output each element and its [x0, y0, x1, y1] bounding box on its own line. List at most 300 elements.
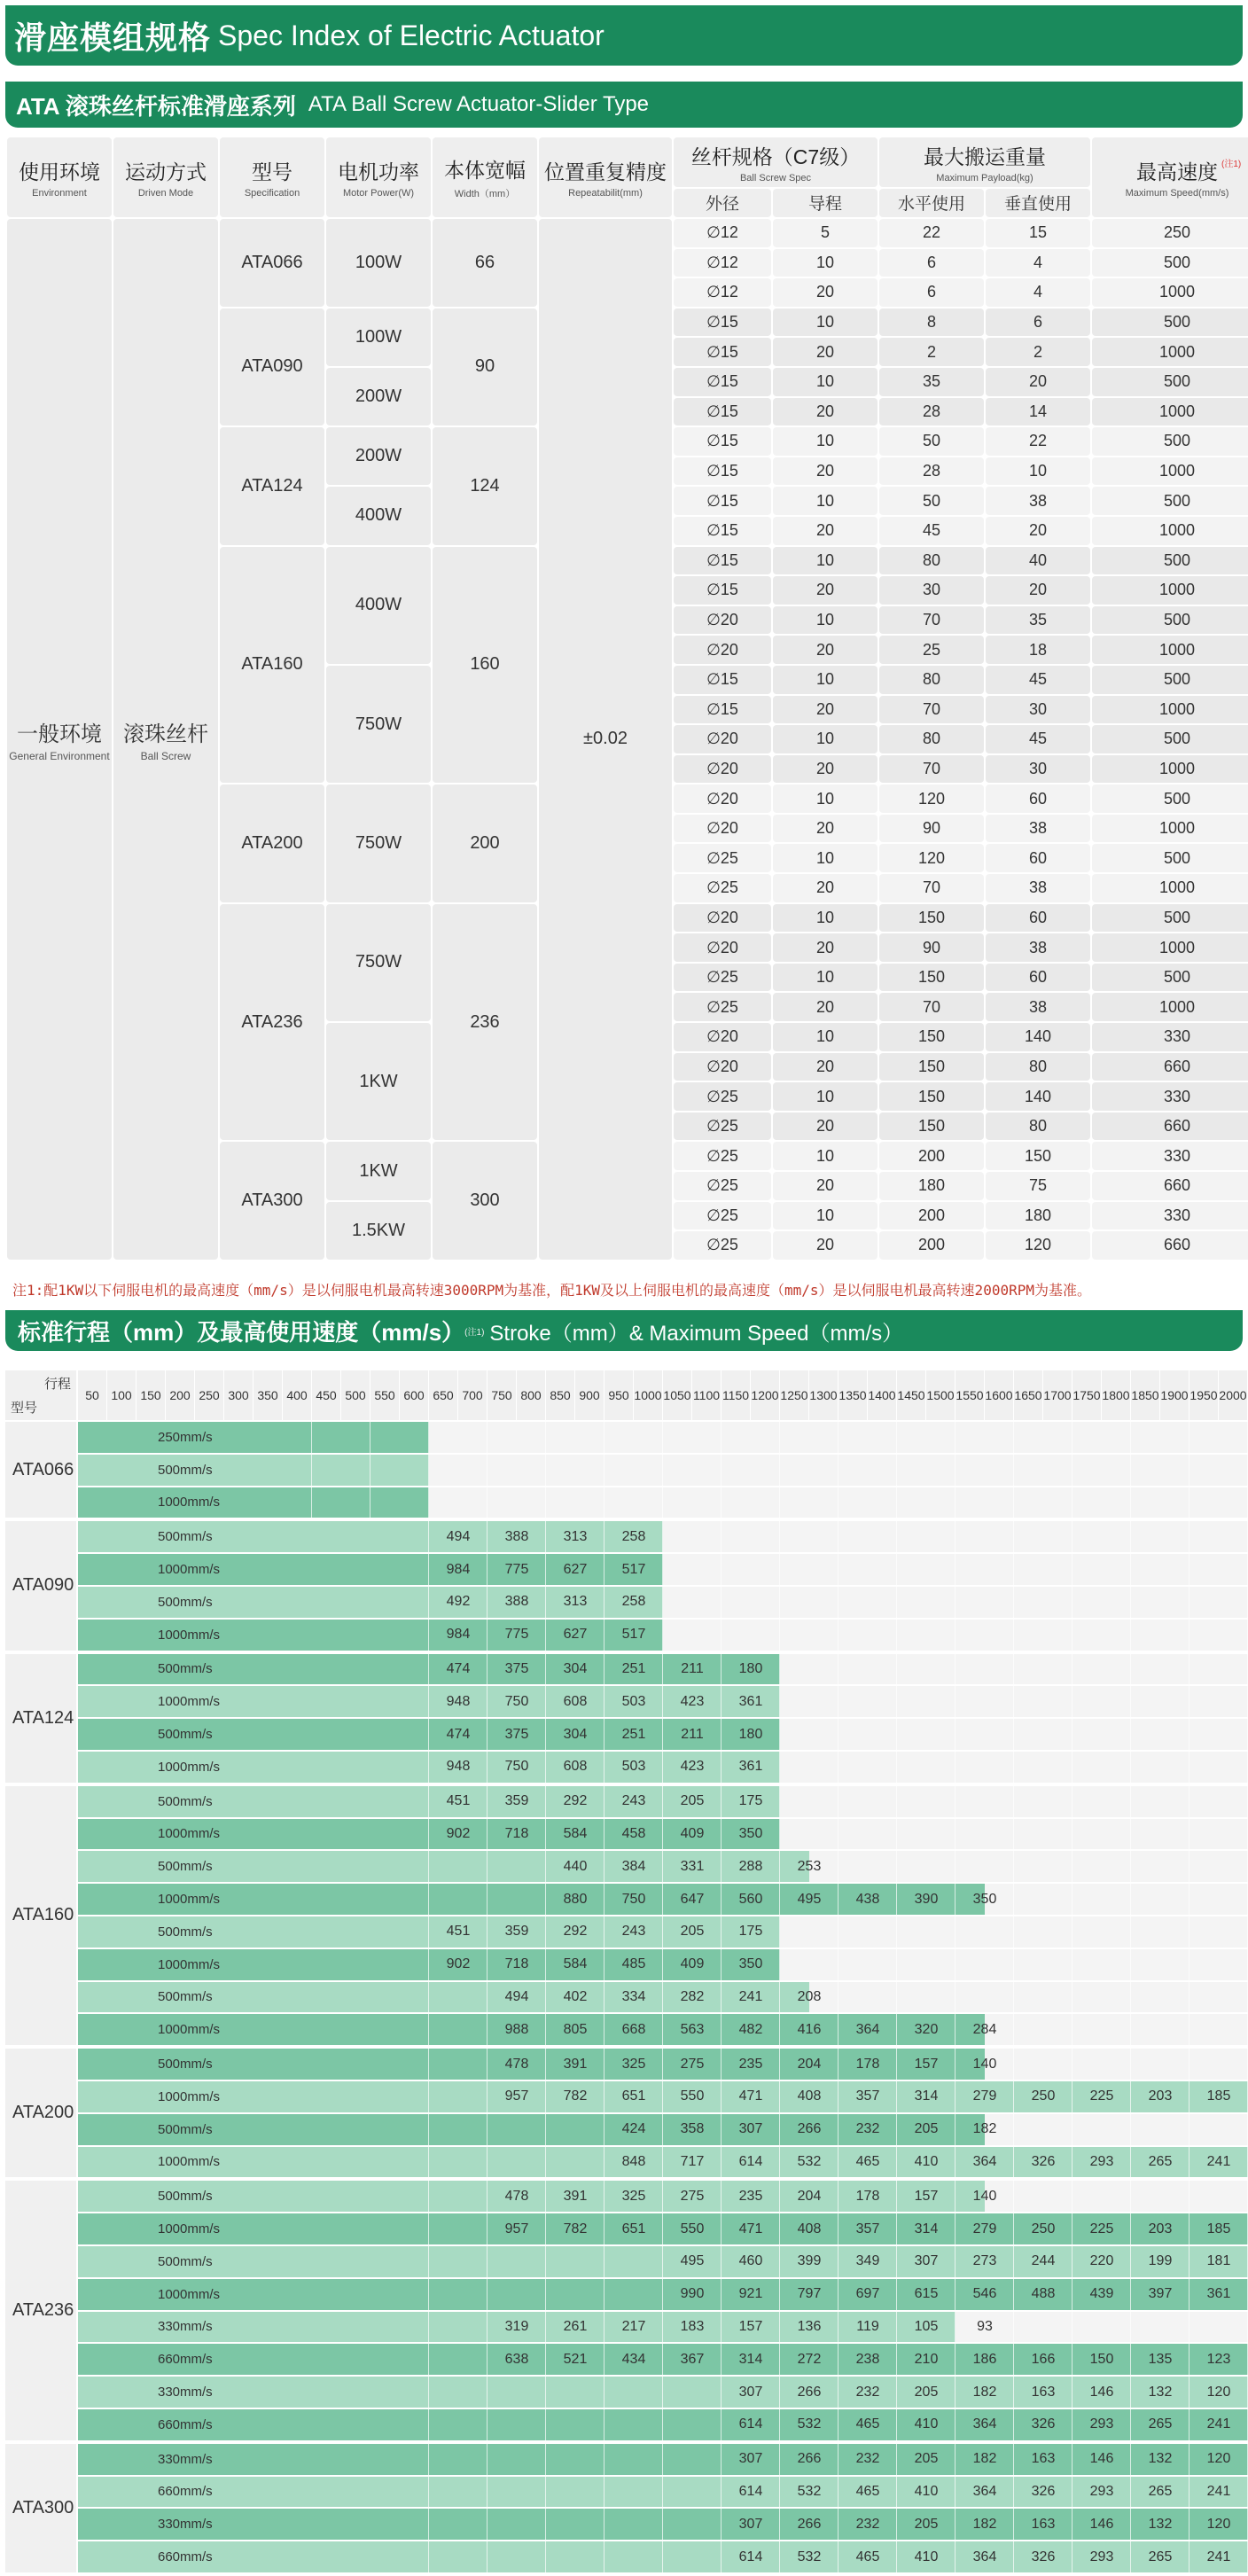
max-speed-cell: 330 [1092, 1142, 1248, 1170]
speed-value: 251 [621, 1660, 646, 1676]
speed-value: 266 [797, 2516, 822, 2532]
speed-value: 135 [1148, 2351, 1173, 2367]
speed-value: 123 [1206, 2351, 1231, 2367]
speed-value: 397 [1148, 2286, 1173, 2302]
stroke-header: 1550 [956, 1370, 984, 1420]
stroke-header: 1450 [897, 1370, 925, 1420]
header-outer-diameter: 外径 [674, 189, 771, 217]
speed-value: 408 [797, 2088, 822, 2104]
speed-fill: 1000mm/s [78, 1752, 780, 1783]
speed-fill: 330mm/s [78, 2444, 1248, 2475]
speed-value: 225 [1089, 2221, 1114, 2236]
speed-value: 465 [855, 2416, 880, 2432]
outer-diameter-cell: ∅20 [674, 755, 771, 784]
speed-value: 797 [797, 2286, 822, 2302]
outer-diameter-cell: ∅25 [674, 1202, 771, 1230]
speed-value: 957 [504, 2221, 529, 2236]
speed-value: 331 [680, 1858, 705, 1874]
stroke-header: 1050 [663, 1370, 691, 1420]
speed-value: 465 [855, 2483, 880, 2499]
lead-cell: 20 [773, 933, 878, 962]
horizontal-payload-cell: 150 [879, 1112, 984, 1141]
vertical-payload-cell: 40 [986, 547, 1090, 575]
speed-fill: 330mm/s [78, 2377, 1248, 2408]
speed-value: 451 [446, 1924, 471, 1940]
max-speed-cell: 1000 [1092, 576, 1248, 605]
speed-value: 210 [914, 2351, 939, 2367]
speed-value: 440 [563, 1858, 588, 1874]
speed-value: 235 [738, 2188, 763, 2204]
speed-value: 359 [504, 1924, 529, 1940]
speed-value: 399 [797, 2253, 822, 2269]
speed-value: 474 [446, 1660, 471, 1676]
max-speed-cell: 500 [1092, 249, 1248, 277]
speed-value: 146 [1089, 2451, 1114, 2467]
stroke-header: 400 [283, 1370, 311, 1420]
model-cell: ATA236 [220, 904, 324, 1141]
vertical-payload-cell: 38 [986, 993, 1090, 1021]
speed-value: 293 [1089, 2483, 1114, 2499]
grid-line [896, 1422, 897, 2576]
speed-value: 494 [504, 1988, 529, 2004]
speed-value: 439 [1089, 2286, 1114, 2302]
max-speed-cell: 660 [1092, 1231, 1248, 1260]
speed-value: 438 [855, 1891, 880, 1907]
series-title-cn: ATA 滚珠丝杆标准滑座系列 [16, 92, 296, 120]
stroke-speed-grid [5, 1370, 1247, 2565]
speed-value: 471 [738, 2221, 763, 2236]
horizontal-payload-cell: 150 [879, 904, 984, 933]
speed-value: 93 [977, 2318, 993, 2334]
speed-value: 204 [797, 2188, 822, 2204]
speed-value: 180 [738, 1726, 763, 1742]
max-speed-cell: 1000 [1092, 517, 1248, 545]
speed-fill: 500mm/s [78, 2049, 985, 2080]
outer-diameter-cell: ∅25 [674, 1142, 771, 1170]
stroke-header: 450 [312, 1370, 340, 1420]
speed-value: 232 [855, 2384, 880, 2400]
speed-value: 782 [563, 2221, 588, 2236]
outer-diameter-cell: ∅20 [674, 606, 771, 635]
speed-value: 471 [738, 2088, 763, 2104]
speed-fill: 1000mm/s [78, 1949, 780, 1980]
speed-value: 132 [1148, 2384, 1173, 2400]
outer-diameter-cell: ∅20 [674, 725, 771, 753]
speed-fill: 1000mm/s [78, 1686, 780, 1717]
stroke-header: 550 [370, 1370, 399, 1420]
header-repeatability: 位置重复精度 Repeatabilit(mm) [539, 137, 672, 217]
speed-value: 132 [1148, 2451, 1173, 2467]
horizontal-payload-cell: 28 [879, 457, 984, 486]
speed-value: 265 [1148, 2153, 1173, 2169]
max-speed-cell: 330 [1092, 1023, 1248, 1051]
outer-diameter-cell: ∅12 [674, 278, 771, 307]
speed-value: 503 [621, 1759, 646, 1775]
speed-value: 265 [1148, 2549, 1173, 2564]
model-label: ATA124 [5, 1654, 76, 1783]
vertical-payload-cell: 20 [986, 368, 1090, 396]
drive-mode-cell: 滚珠丝杆 Ball Screw [113, 219, 218, 1260]
lead-cell: 20 [773, 278, 878, 307]
speed-value: 275 [680, 2056, 705, 2072]
grid-line [428, 1422, 429, 2576]
speed-value: 326 [1031, 2416, 1056, 2432]
max-speed-cell: 500 [1092, 427, 1248, 456]
lead-cell: 20 [773, 993, 878, 1021]
horizontal-payload-cell: 150 [879, 1053, 984, 1081]
horizontal-payload-cell: 180 [879, 1172, 984, 1200]
stroke-header: 1700 [1043, 1370, 1072, 1420]
speed-fill: 500mm/s [78, 1521, 663, 1552]
speed-value: 241 [1206, 2483, 1231, 2499]
speed-value: 410 [914, 2416, 939, 2432]
width-cell: 124 [433, 427, 537, 544]
motor-power-cell: 400W [326, 487, 431, 544]
vertical-payload-cell: 30 [986, 755, 1090, 784]
speed-fill: 1000mm/s [78, 1620, 663, 1651]
motor-power-cell: 750W [326, 904, 431, 1021]
stroke-header: 1350 [838, 1370, 867, 1420]
outer-diameter-cell: ∅12 [674, 249, 771, 277]
vertical-payload-cell: 38 [986, 933, 1090, 962]
speed-value: 984 [446, 1627, 471, 1643]
speed-value: 205 [914, 2451, 939, 2467]
stroke-header: 1650 [1014, 1370, 1042, 1420]
speed-value: 183 [680, 2318, 705, 2334]
max-speed-cell: 500 [1092, 785, 1248, 813]
speed-value: 492 [446, 1594, 471, 1610]
outer-diameter-cell: ∅15 [674, 338, 771, 366]
stroke-header: 300 [224, 1370, 253, 1420]
motor-power-cell: 100W [326, 219, 431, 307]
lead-cell: 10 [773, 785, 878, 813]
max-speed-cell: 500 [1092, 844, 1248, 872]
vertical-payload-cell: 140 [986, 1023, 1090, 1051]
speed-value: 185 [1206, 2221, 1231, 2236]
speed-fill: 1000mm/s [78, 1487, 429, 1518]
vertical-payload-cell: 75 [986, 1172, 1090, 1200]
speed-value: 288 [738, 1858, 763, 1874]
lead-cell: 5 [773, 219, 878, 247]
speed-value: 211 [681, 1726, 704, 1742]
outer-diameter-cell: ∅25 [674, 964, 771, 992]
speed-value: 902 [446, 1825, 471, 1841]
stroke-header: 50 [78, 1370, 106, 1420]
speed-value: 532 [797, 2549, 822, 2564]
speed-value: 615 [914, 2286, 939, 2302]
spec-table-body [7, 219, 1248, 1260]
speed-value: 178 [855, 2188, 880, 2204]
outer-diameter-cell: ∅15 [674, 487, 771, 515]
speed-value: 717 [680, 2153, 705, 2169]
model-label: ATA090 [5, 1521, 76, 1650]
horizontal-payload-cell: 200 [879, 1231, 984, 1260]
speed-value: 157 [914, 2056, 939, 2072]
speed-value: 182 [972, 2121, 997, 2137]
stroke-header: 950 [604, 1370, 633, 1420]
lead-cell: 10 [773, 308, 878, 337]
speed-value: 532 [797, 2416, 822, 2432]
width-cell: 66 [433, 219, 537, 307]
motor-power-cell: 100W [326, 308, 431, 366]
stroke-header: 1500 [926, 1370, 955, 1420]
lead-cell: 20 [773, 636, 878, 664]
speed-value: 199 [1148, 2253, 1173, 2269]
vertical-payload-cell: 38 [986, 815, 1090, 843]
max-speed-cell: 1000 [1092, 338, 1248, 366]
outer-diameter-cell: ∅15 [674, 368, 771, 396]
speed-value: 204 [797, 2056, 822, 2072]
stroke-header: 1200 [751, 1370, 779, 1420]
speed-value: 388 [504, 1528, 529, 1544]
speed-value: 205 [914, 2384, 939, 2400]
grid-line [955, 1422, 956, 2576]
speed-value: 266 [797, 2451, 822, 2467]
speed-value: 293 [1089, 2549, 1114, 2564]
speed-value: 494 [446, 1528, 471, 1544]
horizontal-payload-cell: 70 [879, 696, 984, 724]
speed-value: 313 [563, 1528, 588, 1544]
stroke-title-note: (注1) [464, 1327, 485, 1338]
stroke-header: 900 [575, 1370, 604, 1420]
outer-diameter-cell: ∅25 [674, 874, 771, 902]
header-ball-screw: 丝杆规格（C7级） Ball Screw Spec [674, 137, 878, 187]
speed-fill: 660mm/s [78, 2541, 1248, 2572]
header-drive-mode: 运动方式 Driven Mode [113, 137, 218, 217]
motor-power-cell: 400W [326, 547, 431, 664]
grid-line [721, 1422, 722, 2576]
speed-fill: 500mm/s [78, 1916, 780, 1948]
speed-value: 273 [972, 2253, 997, 2269]
outer-diameter-cell: ∅15 [674, 696, 771, 724]
model-cell: ATA124 [220, 427, 324, 544]
speed-value: 651 [621, 2221, 646, 2236]
lead-cell: 20 [773, 1231, 878, 1260]
speed-value: 364 [972, 2483, 997, 2499]
speed-value: 182 [972, 2384, 997, 2400]
vertical-payload-cell: 2 [986, 338, 1090, 366]
speed-value: 410 [914, 2483, 939, 2499]
speed-value: 697 [855, 2286, 880, 2302]
speed-value: 474 [446, 1726, 471, 1742]
speed-value: 451 [446, 1793, 471, 1809]
speed-value: 243 [621, 1924, 646, 1940]
header-payload: 最大搬运重量 Maximum Payload(kg) [879, 137, 1090, 187]
speed-value: 258 [621, 1528, 646, 1544]
outer-diameter-cell: ∅25 [674, 1172, 771, 1200]
header-vertical: 垂直使用 [986, 189, 1090, 217]
speed-value: 750 [621, 1891, 646, 1907]
horizontal-payload-cell: 80 [879, 547, 984, 575]
lead-cell: 20 [773, 1172, 878, 1200]
vertical-payload-cell: 18 [986, 636, 1090, 664]
speed-value: 120 [1206, 2516, 1231, 2532]
page-title-bar [5, 5, 1243, 66]
motor-power-cell: 1KW [326, 1023, 431, 1140]
vertical-payload-cell: 120 [986, 1231, 1090, 1260]
speed-value: 320 [914, 2021, 939, 2037]
speed-value: 326 [1031, 2153, 1056, 2169]
speed-value: 243 [621, 1793, 646, 1809]
speed-value: 546 [972, 2286, 997, 2302]
speed-value: 325 [621, 2056, 646, 2072]
outer-diameter-cell: ∅15 [674, 576, 771, 605]
speed-value: 307 [738, 2121, 763, 2137]
speed-value: 880 [563, 1891, 588, 1907]
speed-value: 485 [621, 1956, 646, 1972]
max-speed-cell: 500 [1092, 666, 1248, 694]
stroke-header: 800 [517, 1370, 545, 1420]
speed-value: 416 [797, 2021, 822, 2037]
speed-value: 460 [738, 2253, 763, 2269]
speed-value: 388 [504, 1594, 529, 1610]
speed-value: 258 [621, 1594, 646, 1610]
speed-value: 550 [680, 2221, 705, 2236]
speed-value: 105 [914, 2318, 939, 2334]
horizontal-payload-cell: 30 [879, 576, 984, 605]
speed-value: 948 [446, 1759, 471, 1775]
header-environment: 使用环境 Environment [7, 137, 112, 217]
speed-value: 241 [1206, 2153, 1231, 2169]
speed-fill: 1000mm/s [78, 2147, 1248, 2178]
speed-value: 180 [738, 1660, 763, 1676]
speed-value: 948 [446, 1693, 471, 1709]
lead-cell: 10 [773, 844, 878, 872]
speed-value: 241 [738, 1988, 763, 2004]
lead-cell: 10 [773, 1082, 878, 1111]
speed-value: 244 [1031, 2253, 1056, 2269]
vertical-payload-cell: 45 [986, 725, 1090, 753]
speed-value: 361 [738, 1693, 763, 1709]
speed-value: 166 [1031, 2351, 1056, 2367]
speed-value: 532 [797, 2153, 822, 2169]
stroke-header: 1950 [1190, 1370, 1218, 1420]
speed-value: 391 [563, 2056, 588, 2072]
speed-value: 279 [972, 2088, 997, 2104]
speed-value: 265 [1148, 2416, 1173, 2432]
speed-value: 181 [1206, 2253, 1231, 2269]
stroke-header: 1900 [1160, 1370, 1189, 1420]
horizontal-payload-cell: 150 [879, 1082, 984, 1111]
speed-value: 614 [738, 2549, 763, 2564]
speed-value: 668 [621, 2021, 646, 2037]
stroke-corner: 行程 型号 [5, 1370, 76, 1420]
speed-value: 364 [855, 2021, 880, 2037]
stroke-header: 1300 [809, 1370, 838, 1420]
model-cell: ATA066 [220, 219, 324, 307]
outer-diameter-cell: ∅20 [674, 933, 771, 962]
speed-fill: 500mm/s [78, 1455, 429, 1486]
speed-value: 647 [680, 1891, 705, 1907]
speed-value: 250 [1031, 2221, 1056, 2236]
vertical-payload-cell: 4 [986, 278, 1090, 307]
speed-value: 391 [563, 2188, 588, 2204]
vertical-payload-cell: 60 [986, 904, 1090, 933]
speed-value: 203 [1148, 2088, 1173, 2104]
speed-value: 482 [738, 2021, 763, 2037]
motor-power-cell: 1.5KW [326, 1202, 431, 1260]
horizontal-payload-cell: 80 [879, 725, 984, 753]
stroke-header: 2000 [1219, 1370, 1247, 1420]
speed-value: 241 [1206, 2549, 1231, 2564]
speed-value: 521 [563, 2351, 588, 2367]
grid-line [1189, 1422, 1190, 2576]
vertical-payload-cell: 20 [986, 576, 1090, 605]
lead-cell: 20 [773, 457, 878, 486]
speed-value: 304 [563, 1726, 588, 1742]
speed-value: 211 [681, 1660, 704, 1676]
header-max-speed: 最高速度 (注1) Maximum Speed(mm/s) [1092, 137, 1248, 217]
outer-diameter-cell: ∅15 [674, 308, 771, 337]
horizontal-payload-cell: 70 [879, 993, 984, 1021]
speed-value: 517 [621, 1561, 646, 1577]
speed-value: 848 [621, 2153, 646, 2169]
speed-value: 136 [797, 2318, 822, 2334]
speed-value: 307 [738, 2384, 763, 2400]
speed-value: 364 [972, 2549, 997, 2564]
speed-value: 384 [621, 1858, 646, 1874]
speed-value: 205 [680, 1924, 705, 1940]
max-speed-cell: 500 [1092, 606, 1248, 635]
grid-line [487, 1422, 488, 2576]
speed-value: 326 [1031, 2549, 1056, 2564]
vertical-payload-cell: 38 [986, 874, 1090, 902]
horizontal-payload-cell: 45 [879, 517, 984, 545]
speed-value: 266 [797, 2121, 822, 2137]
speed-fill: 250mm/s [78, 1422, 429, 1453]
max-speed-cell: 1000 [1092, 815, 1248, 843]
max-speed-cell: 660 [1092, 1053, 1248, 1081]
speed-value: 235 [738, 2056, 763, 2072]
speed-value: 292 [563, 1924, 588, 1940]
max-speed-cell: 1000 [1092, 457, 1248, 486]
motor-power-cell: 200W [326, 427, 431, 485]
speed-fill: 1000mm/s [78, 1554, 663, 1585]
speed-value: 375 [504, 1660, 529, 1676]
speed-value: 119 [856, 2318, 879, 2334]
speed-value: 410 [914, 2549, 939, 2564]
horizontal-payload-cell: 70 [879, 755, 984, 784]
speed-value: 423 [680, 1759, 705, 1775]
motor-power-cell: 1KW [326, 1142, 431, 1199]
speed-value: 307 [738, 2516, 763, 2532]
outer-diameter-cell: ∅15 [674, 517, 771, 545]
speed-value: 220 [1089, 2253, 1114, 2269]
speed-value: 775 [504, 1627, 529, 1643]
speed-value: 478 [504, 2188, 529, 2204]
speed-value: 651 [621, 2088, 646, 2104]
width-cell: 160 [433, 547, 537, 784]
stroke-header: 1850 [1131, 1370, 1159, 1420]
vertical-payload-cell: 80 [986, 1053, 1090, 1081]
vertical-payload-cell: 80 [986, 1112, 1090, 1141]
speed-value: 409 [680, 1825, 705, 1841]
speed-value: 390 [914, 1891, 939, 1907]
environment-cell: 一般环境 General Environment [7, 219, 112, 1260]
speed-value: 266 [797, 2384, 822, 2400]
speed-value: 307 [914, 2253, 939, 2269]
speed-value: 410 [914, 2153, 939, 2169]
speed-value: 560 [738, 1891, 763, 1907]
lead-cell: 20 [773, 398, 878, 426]
speed-value: 120 [1206, 2384, 1231, 2400]
speed-value: 902 [446, 1956, 471, 1972]
horizontal-payload-cell: 70 [879, 606, 984, 635]
max-speed-cell: 1000 [1092, 874, 1248, 902]
speed-value: 163 [1031, 2384, 1056, 2400]
max-speed-cell: 330 [1092, 1202, 1248, 1230]
speed-value: 367 [680, 2351, 705, 2367]
